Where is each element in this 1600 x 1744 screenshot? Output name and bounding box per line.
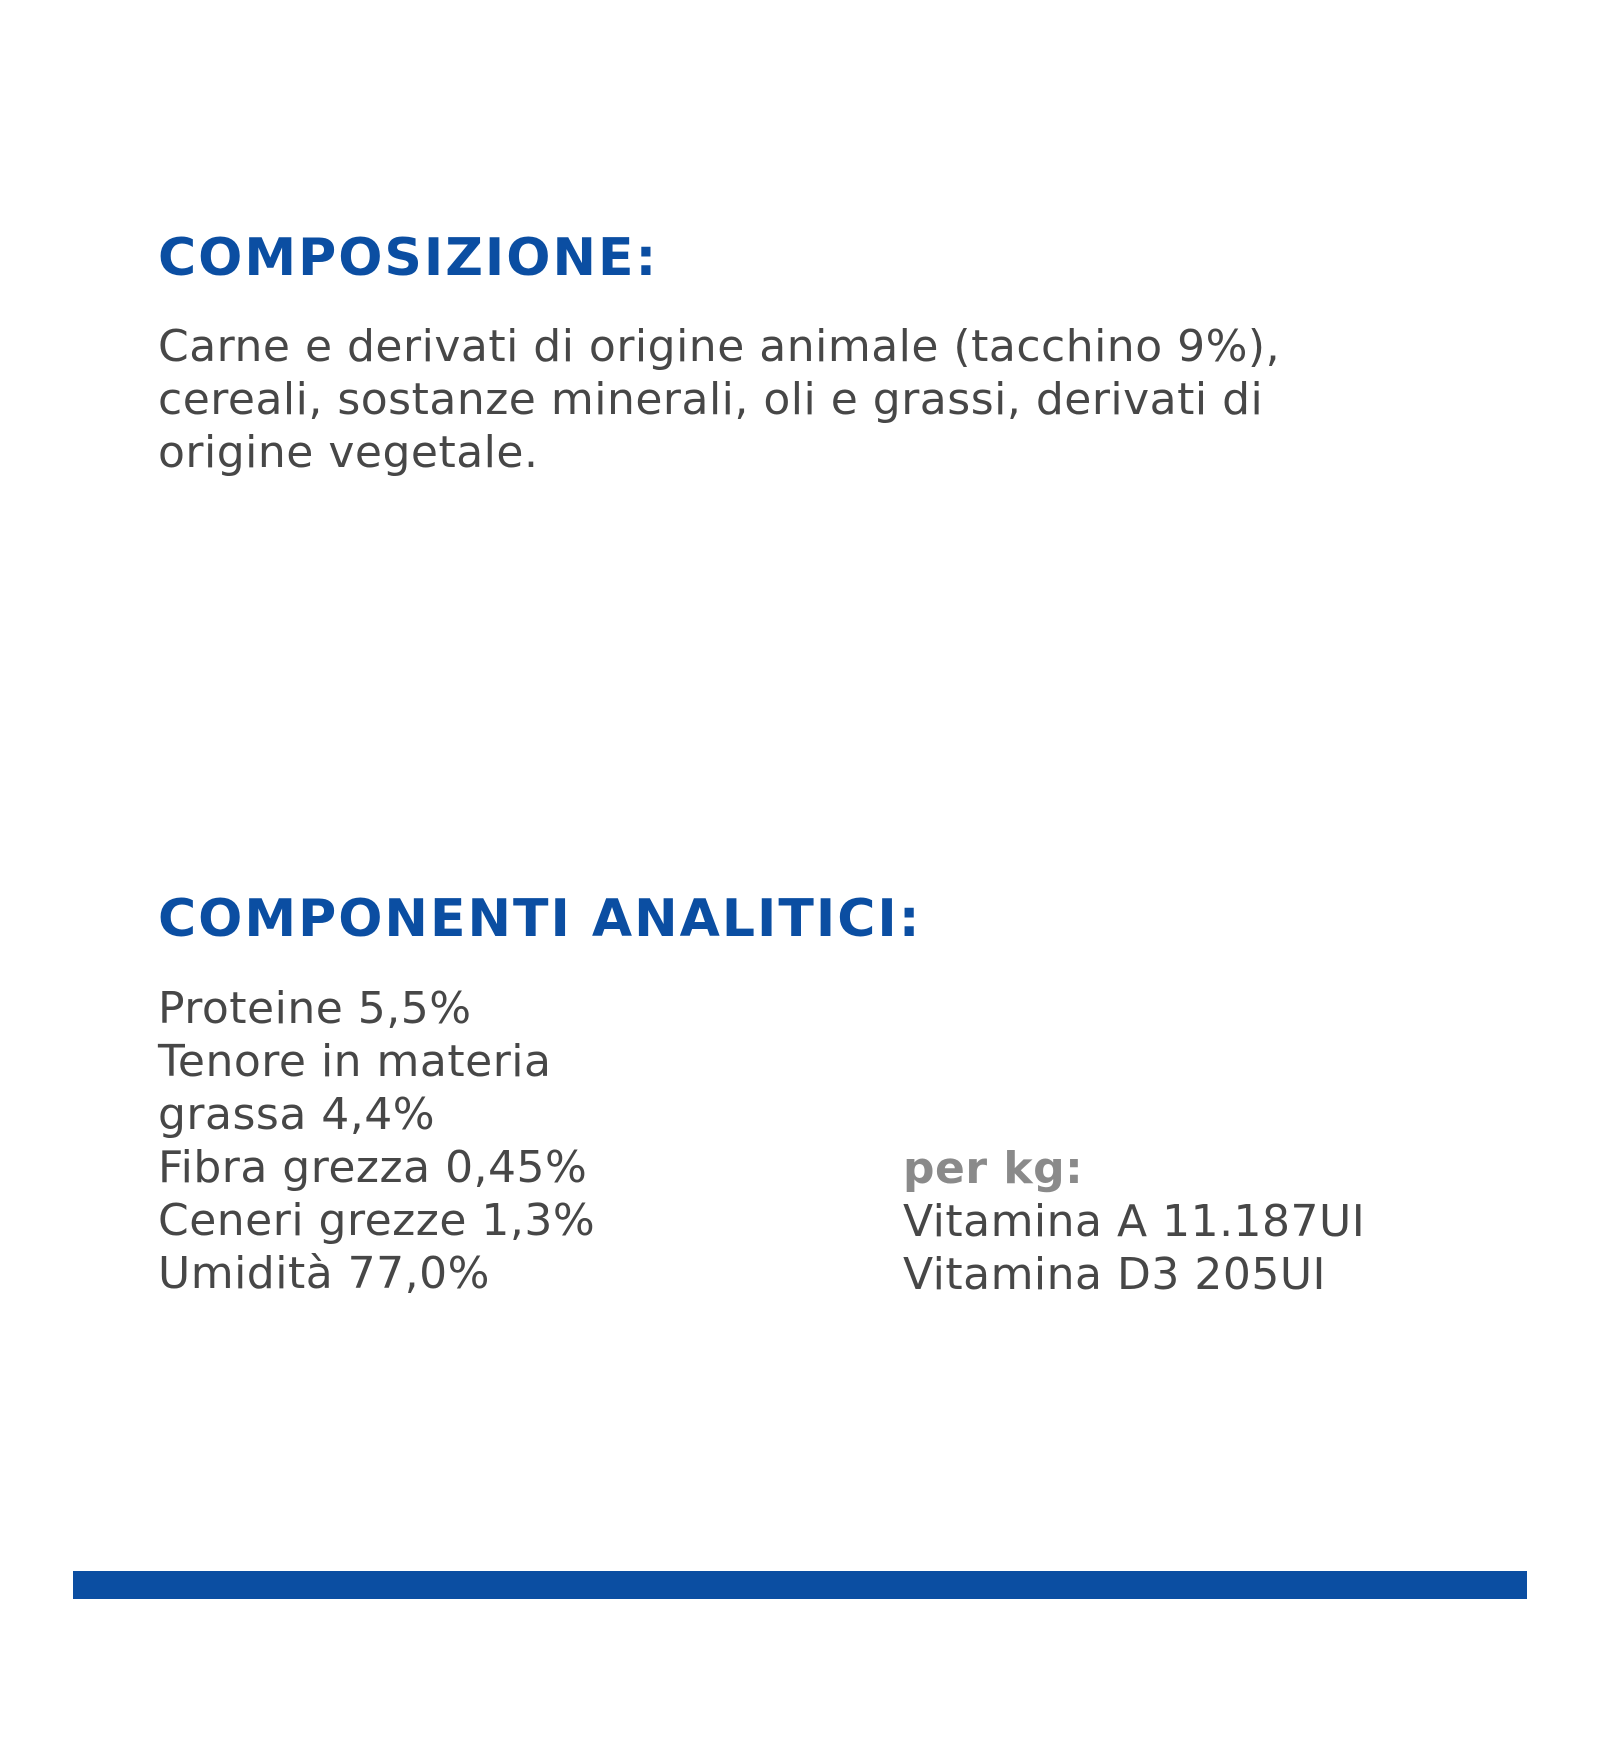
- composition-line: cereali, sostanze minerali, oli e grassi, derivati di: [158, 374, 1264, 425]
- per-kg-label: per kg:: [903, 1143, 1084, 1194]
- analytic-line: Proteine 5,5%: [158, 983, 472, 1034]
- analytic-line: grassa 4,4%: [158, 1089, 436, 1140]
- analytic-line: Tenore in materia: [158, 1036, 552, 1087]
- analytic-line: Umidità 77,0%: [158, 1248, 490, 1299]
- analytic-line: Fibra grezza 0,45%: [158, 1142, 588, 1193]
- vitamin-line: Vitamina A 11.187UI: [903, 1196, 1366, 1247]
- composition-text: [158, 320, 1458, 479]
- analytic-components-list: [158, 982, 595, 1300]
- composition-line: Carne e derivati di origine animale (tacchino 9%),: [158, 321, 1281, 372]
- analytic-components-heading: COMPONENTI ANALITICI:: [158, 889, 922, 949]
- composition-line: origine vegetale.: [158, 427, 539, 478]
- bottom-accent-bar: [73, 1571, 1527, 1599]
- vitamin-line: Vitamina D3 205UI: [903, 1249, 1327, 1300]
- composition-heading: COMPOSIZIONE:: [158, 228, 659, 288]
- analytic-line: Ceneri grezze 1,3%: [158, 1195, 596, 1246]
- vitamins-per-kg: [903, 1142, 1365, 1301]
